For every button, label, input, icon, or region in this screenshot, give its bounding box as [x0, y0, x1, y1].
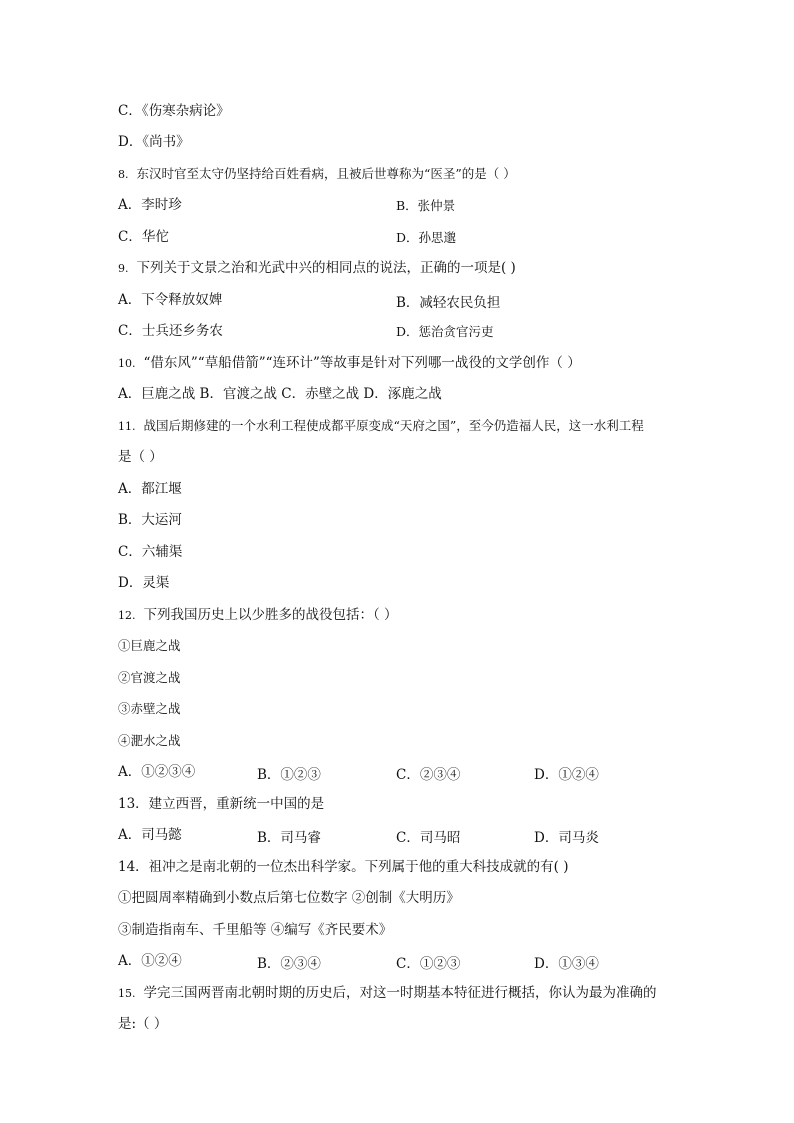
q9-option-d-text: D．惩治贪官污吏 [396, 324, 494, 339]
q8-option-b [396, 196, 455, 214]
q12-item-3: ③赤壁之战 [118, 701, 181, 716]
q8-text: 东汉时官至太守仍坚持给百姓看病，且被后世尊称为“医圣”的是（ ） [136, 166, 516, 181]
q8-stem [118, 165, 516, 184]
q11-number: 11. [118, 420, 136, 433]
q8-option-d [396, 228, 456, 246]
q12-item-1: ①巨鹿之战 [118, 638, 181, 653]
q14-option-d: D．①③④ [534, 956, 599, 972]
q8-option-d-text: D．孙思邈 [396, 230, 457, 245]
q12-stem [118, 606, 398, 625]
q14-option-b: B．②③④ [257, 956, 321, 972]
q12-number: 12. [118, 609, 136, 622]
q9-option-b: B．减轻农民负担 [396, 295, 501, 311]
q11-stem [118, 417, 644, 436]
q11-option-a: A．都江堰 [118, 481, 182, 497]
q12-item-2: ②官渡之战 [118, 670, 181, 685]
q9-option-c: C．士兵还乡务农 [118, 323, 223, 339]
q10-number: 10. [118, 357, 136, 370]
q7-option-d: D．《尚书》 [118, 134, 190, 150]
q9-option-a: A．下令释放奴婢 [118, 292, 223, 308]
q13-stem: 13．建立西晋，重新统一中国的是 [118, 796, 325, 812]
q10-options: A．巨鹿之战 B．官渡之战 C．赤壁之战 D．涿鹿之战 [118, 386, 442, 402]
q15-stem [118, 984, 657, 1003]
q7-option-c: C．《伤寒杂病论》 [118, 103, 230, 119]
q14-option-c: C．①②③ [396, 956, 461, 972]
q8-option-c: C．华佗 [118, 229, 169, 245]
q15-number: 15. [118, 987, 136, 1000]
q12-option-c: C．②③④ [396, 767, 461, 783]
q13-option-b: B．司马睿 [257, 830, 321, 846]
q10-stem [118, 354, 581, 373]
q12-option-a: A．①②③④ [118, 764, 196, 780]
q14-items-3-4: ③制造指南车、千里船等 ④编写《齐民要术》 [118, 922, 393, 938]
q14-items-1-2: ①把圆周率精确到小数点后第七位数字 ②创制《大明历》 [118, 890, 460, 906]
q15-stem-cont: 是:（ ） [118, 1016, 168, 1032]
q9-stem [118, 259, 516, 278]
q12-text: 下列我国历史上以少胜多的战役包括：（ ） [143, 607, 398, 623]
q13-option-d: D．司马炎 [534, 830, 599, 846]
q11-option-d: D．灵渠 [118, 575, 170, 591]
q8-option-b-text: B．张仲景 [396, 198, 456, 213]
q11-option-c: C．六辅渠 [118, 544, 183, 560]
q11-text: 战国后期修建的一个水利工程使成都平原变成“天府之国”，至今仍造福人民，这一水利工程 [143, 418, 644, 433]
q12-option-d: D．①②④ [534, 767, 599, 783]
q9-option-d [396, 322, 494, 340]
q8-number: 8. [118, 168, 129, 181]
q14-stem: 14．祖冲之是南北朝的一位杰出科学家。下列属于他的重大科技成就的有( ) [118, 859, 569, 875]
q12-option-b: B．①②③ [257, 767, 321, 783]
q9-text: 下列关于文景之治和光武中兴的相同点的说法，正确的一项是( ) [136, 260, 516, 276]
q11-stem-cont: 是（ ） [118, 449, 163, 465]
q10-text: “借东风”“草船借箭”“连环计”等故事是针对下列哪一战役的文学创作（ ） [143, 355, 581, 371]
q11-option-b: B．大运河 [118, 512, 182, 528]
q9-number: 9. [118, 262, 129, 275]
q13-option-a: A．司马懿 [118, 827, 182, 843]
q15-text: 学完三国两晋南北朝时期的历史后，对这一时期基本特征进行概括，你认为最为准确的 [143, 985, 657, 1001]
q14-option-a: A．①②④ [118, 953, 182, 969]
q12-item-4: ④淝水之战 [118, 733, 181, 748]
q13-option-c: C．司马昭 [396, 830, 461, 846]
q8-option-a: A．李时珍 [118, 197, 182, 213]
